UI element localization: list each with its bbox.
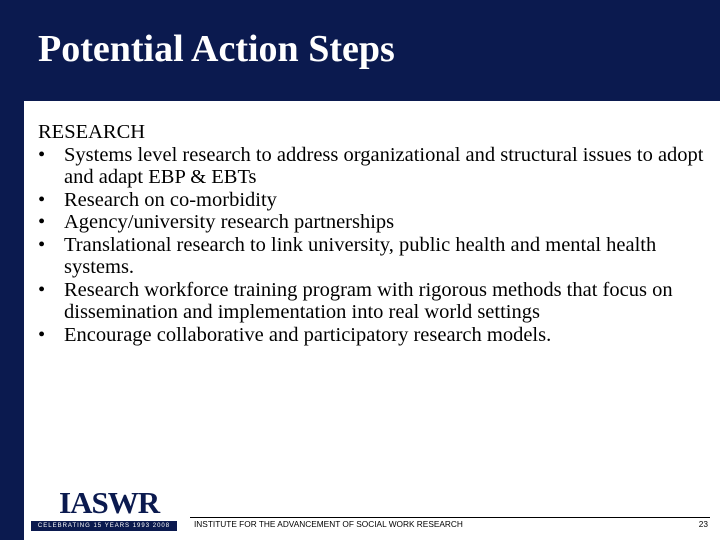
bullet-text: Research workforce training program with rigorous methods that focus on dissemination and implementation into real world settings [64,278,673,323]
logo-tagline: CELEBRATING 15 YEARS 1993 2008 [31,521,177,531]
bullet-item [38,279,708,324]
bullet-icon: • [38,143,46,166]
bullet-item [38,189,708,212]
iaswr-logo [27,484,179,532]
bullet-text: Systems level research to address organizational and structural issues to adopt and adapt EBP & EBTs [64,143,704,188]
bullet-text: Encourage collaborative and participatory research models. [64,323,552,346]
bullet-icon: • [38,188,46,211]
bullet-text: Agency/university research partnerships [64,211,395,233]
slide-title: Potential Action Steps [38,28,395,70]
bullet-icon: • [38,323,46,346]
bullet-item [38,144,708,189]
title-banner [24,0,720,101]
page-number: 23 [698,519,708,529]
bullet-text: Translational research to link university, public health and mental health systems. [64,233,657,278]
footer-divider [190,517,710,518]
footer-organization: INSTITUTE FOR THE ADVANCEMENT OF SOCIAL WORK RESEARCH [194,519,463,529]
bullet-icon: • [38,278,46,301]
bullet-item [38,324,708,347]
bullet-list [38,144,708,347]
logo-wordmark: IASWR [59,485,160,520]
bullet-icon: • [38,233,46,256]
bullet-item [38,234,708,279]
left-accent-bar [0,0,24,540]
section-heading: RESEARCH [38,121,146,143]
slide-body [38,121,708,346]
bullet-item [38,211,708,234]
bullet-icon: • [38,211,46,233]
bullet-text: Research on co-morbidity [64,188,277,211]
